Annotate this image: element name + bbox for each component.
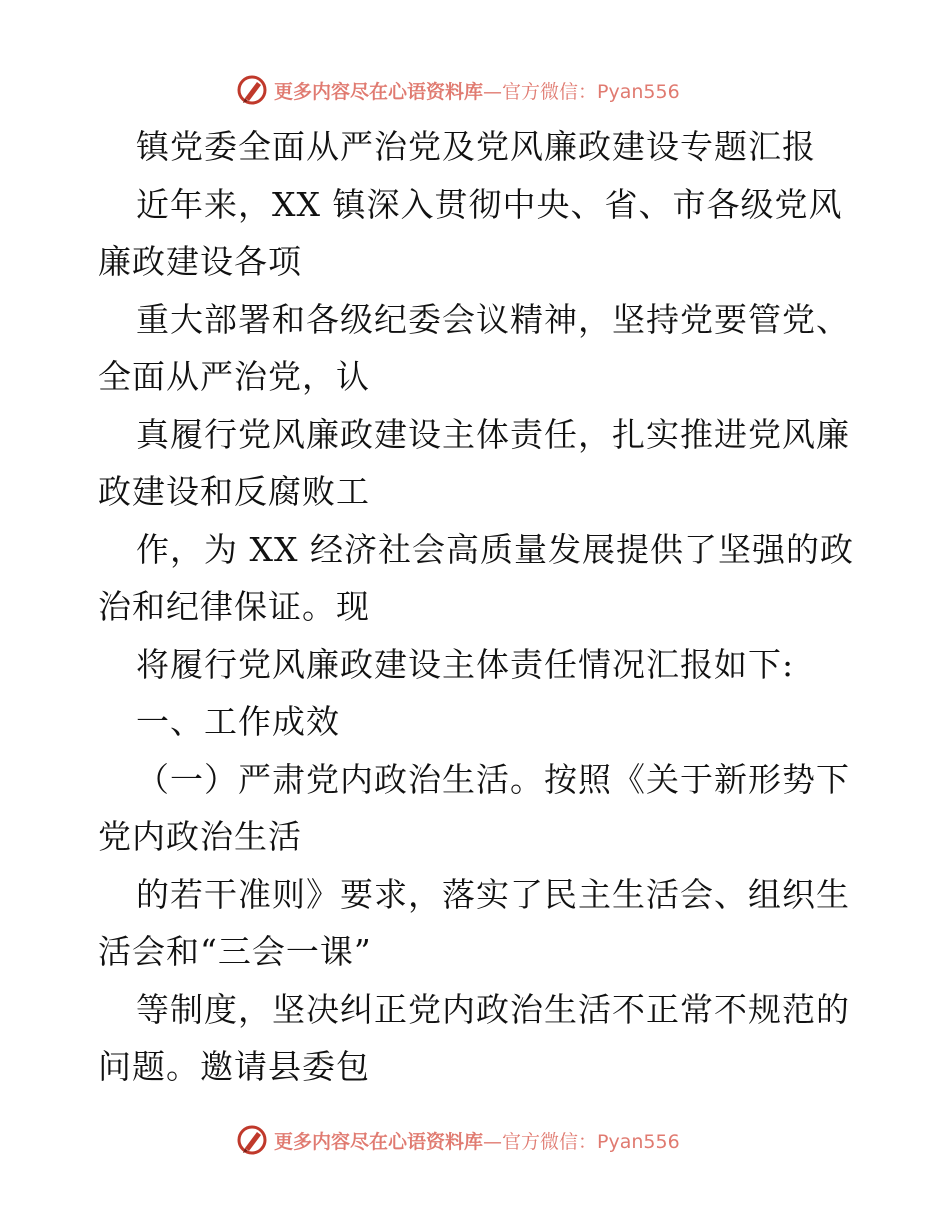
- watermark-dash: —: [483, 80, 503, 103]
- paragraph-line: 的若干准则》要求，落实了民主生活会、组织生: [136, 874, 850, 914]
- paragraph-line: 活会和“三会一课”: [98, 932, 372, 971]
- paragraph-line: 全面从严治党，认: [98, 357, 370, 396]
- watermark-dash: —: [483, 1130, 503, 1153]
- watermark-sub-text: 官方微信：Pyan556: [502, 1130, 680, 1153]
- watermark-text: [274, 1127, 680, 1154]
- pen-logo-icon: [236, 74, 268, 106]
- paragraph-line: 廉政建设各项: [98, 242, 302, 281]
- watermark-main-text: 更多内容尽在心语资料库: [274, 1130, 484, 1153]
- document-title: 镇党委全面从严治党及党风廉政建设专题汇报: [136, 127, 816, 166]
- watermark-sub-text: 官方微信：Pyan556: [502, 80, 680, 103]
- watermark-header: [236, 70, 716, 110]
- pen-logo-icon: [236, 1124, 268, 1156]
- watermark-text: [274, 77, 680, 104]
- paragraph-line: 近年来，XX 镇深入贯彻中央、省、市各级党风: [136, 184, 843, 224]
- watermark-footer: [236, 1120, 716, 1160]
- document-body: [98, 118, 858, 1096]
- paragraph-line: 真履行党风廉政建设主体责任，扎实推进党风廉: [136, 414, 850, 454]
- watermark-main-text: 更多内容尽在心语资料库: [274, 80, 484, 103]
- paragraph-line: 重大部署和各级纪委会议精神，坚持党要管党、: [136, 299, 850, 339]
- paragraph-line: （一）严肃党内政治生活。按照《关于新形势下: [136, 759, 850, 799]
- paragraph-line: 治和纪律保证。现: [98, 587, 370, 626]
- paragraph-line: 一、工作成效: [136, 702, 340, 741]
- paragraph-line: 将履行党风廉政建设主体责任情况汇报如下:: [136, 644, 795, 684]
- paragraph-line: 党内政治生活: [98, 817, 302, 856]
- paragraph-line: 政建设和反腐败工: [98, 472, 370, 511]
- paragraph-line: 问题。邀请县委包: [98, 1047, 370, 1086]
- paragraph-line: 等制度，坚决纠正党内政治生活不正常不规范的: [136, 989, 850, 1029]
- paragraph-line: 作，为 XX 经济社会高质量发展提供了坚强的政: [136, 529, 854, 569]
